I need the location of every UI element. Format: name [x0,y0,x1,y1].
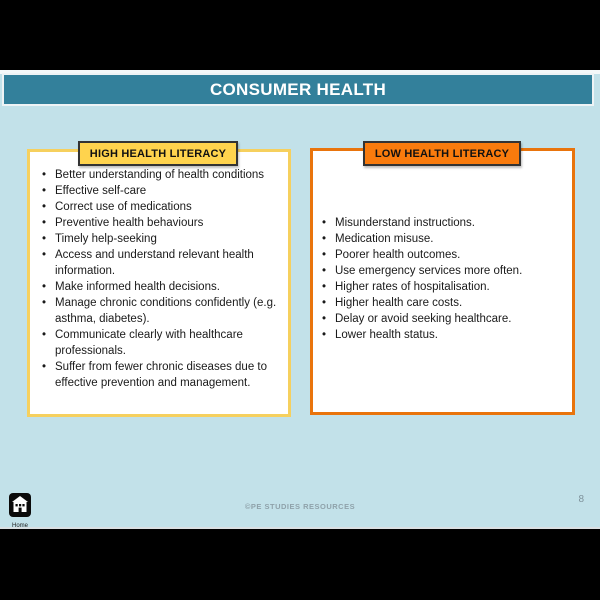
list-item: • Effective self-care [41,183,282,199]
list-item: • Poorer health outcomes. [321,247,566,263]
list-item: • Suffer from fewer chronic diseases due to effective prevention and management. [41,359,282,391]
low-literacy-list [313,151,572,343]
list-item: • Misunderstand instructions. [321,215,566,231]
bottom-letterbox-bar [0,529,600,600]
list-item: • Access and understand relevant health information. [41,247,282,279]
list-item: • Communicate clearly with healthcare professionals. [41,327,282,359]
high-literacy-list [30,152,288,391]
footer-copyright: ©PE STUDIES RESOURCES [244,502,356,511]
list-item: • Manage chronic conditions confidently (e.g. asthma, diabetes). [41,295,282,327]
high-literacy-header-label: HIGH HEALTH LITERACY [89,147,227,160]
low-literacy-header [363,141,521,166]
page-title: CONSUMER HEALTH [209,79,387,99]
list-item: • Correct use of medications [41,199,282,215]
list-item: • Better understanding of health conditions [41,167,282,183]
high-literacy-header [78,141,238,166]
home-button[interactable] [8,493,32,529]
list-item: • Lower health status. [321,327,566,343]
list-item: • Higher rates of hospitalisation. [321,279,566,295]
slide [0,70,600,529]
page-number: 8 [578,494,584,505]
list-item: • Medication misuse. [321,231,566,247]
low-literacy-box [310,148,575,415]
low-literacy-header-label: LOW HEALTH LITERACY [374,147,510,160]
list-item: • Use emergency services more often. [321,263,566,279]
home-icon [9,504,31,521]
list-item: • Make informed health decisions. [41,279,282,295]
list-item: • Timely help-seeking [41,231,282,247]
list-item: • Higher health care costs. [321,295,566,311]
high-literacy-box [27,149,291,417]
home-button-label: Home [11,523,28,529]
title-banner [2,73,594,106]
list-item: • Preventive health behaviours [41,215,282,231]
top-letterbox-bar [0,0,600,70]
list-item: • Delay or avoid seeking healthcare. [321,311,566,327]
